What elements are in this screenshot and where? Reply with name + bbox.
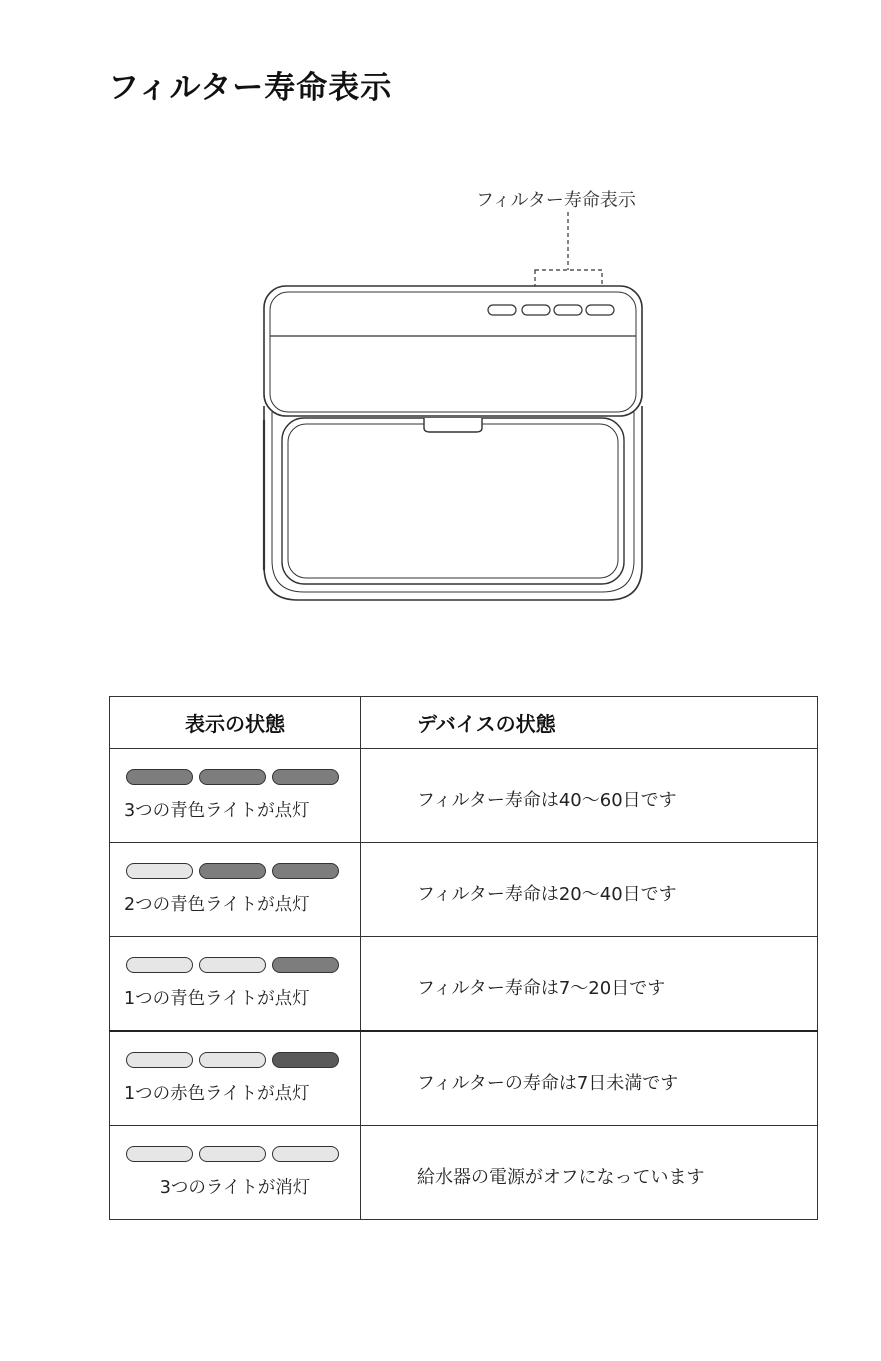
light-pill [272, 1146, 339, 1162]
light-pill [126, 1146, 193, 1162]
indicator-lights [110, 1126, 360, 1162]
indicator-lights [110, 843, 360, 879]
device-lid-outer [264, 286, 642, 416]
light-pill [126, 1052, 193, 1068]
indicator-lights [110, 1032, 360, 1068]
display-state-cell [110, 1031, 361, 1126]
light-caption: 2つの青色ライトが点灯 [124, 895, 310, 915]
table-row [110, 1031, 818, 1126]
light-pill [199, 1146, 266, 1162]
light-pill [126, 863, 193, 879]
display-state-cell [110, 937, 361, 1032]
table-row [110, 749, 818, 843]
device-state-text: フィルター寿命は7～20日です [417, 978, 666, 999]
indicator-label: フィルター寿命表示 [476, 190, 636, 211]
display-state-cell [110, 843, 361, 937]
light-caption: 3つの青色ライトが点灯 [124, 801, 310, 821]
water-tray-outer [282, 418, 624, 584]
table-header-row [110, 697, 818, 749]
light-pill [199, 957, 266, 973]
lid-latch [424, 418, 482, 432]
light-pill [126, 957, 193, 973]
device-state-cell [361, 749, 818, 843]
status-table [109, 696, 818, 1220]
indicator-lights [110, 937, 360, 973]
filter-light-3 [586, 305, 614, 315]
light-pill [272, 1052, 339, 1068]
light-pill [272, 957, 339, 973]
device-state-text: フィルターの寿命は7日未満です [417, 1073, 679, 1094]
light-pill [272, 769, 339, 785]
display-state-cell [110, 1126, 361, 1220]
device-state-cell [361, 843, 818, 937]
header-display-state: 表示の状態 [110, 697, 361, 749]
display-state-cell [110, 749, 361, 843]
device-state-cell [361, 1031, 818, 1126]
device-state-cell [361, 937, 818, 1032]
filter-light-1 [522, 305, 550, 315]
table-row [110, 937, 818, 1032]
indicator-lights [110, 749, 360, 785]
device-state-text: フィルター寿命は20～40日です [417, 884, 677, 905]
light-pill [199, 769, 266, 785]
light-pill [199, 863, 266, 879]
power-light [488, 305, 516, 315]
light-pill [272, 863, 339, 879]
table-row [110, 843, 818, 937]
light-caption: 3つのライトが消灯 [159, 1178, 311, 1198]
header-device-state: デバイスの状態 [361, 697, 818, 749]
device-state-text: 給水器の電源がオフになっています [417, 1167, 705, 1188]
light-caption: 1つの青色ライトが点灯 [124, 989, 310, 1009]
water-dispenser-diagram [0, 0, 881, 640]
device-state-cell [361, 1126, 818, 1220]
filter-light-2 [554, 305, 582, 315]
table-row [110, 1126, 818, 1220]
light-pill [199, 1052, 266, 1068]
light-caption: 1つの赤色ライトが点灯 [124, 1084, 310, 1104]
page-title: フィルター寿命表示 [108, 70, 393, 106]
light-pill [126, 769, 193, 785]
device-state-text: フィルター寿命は40～60日です [417, 790, 677, 811]
